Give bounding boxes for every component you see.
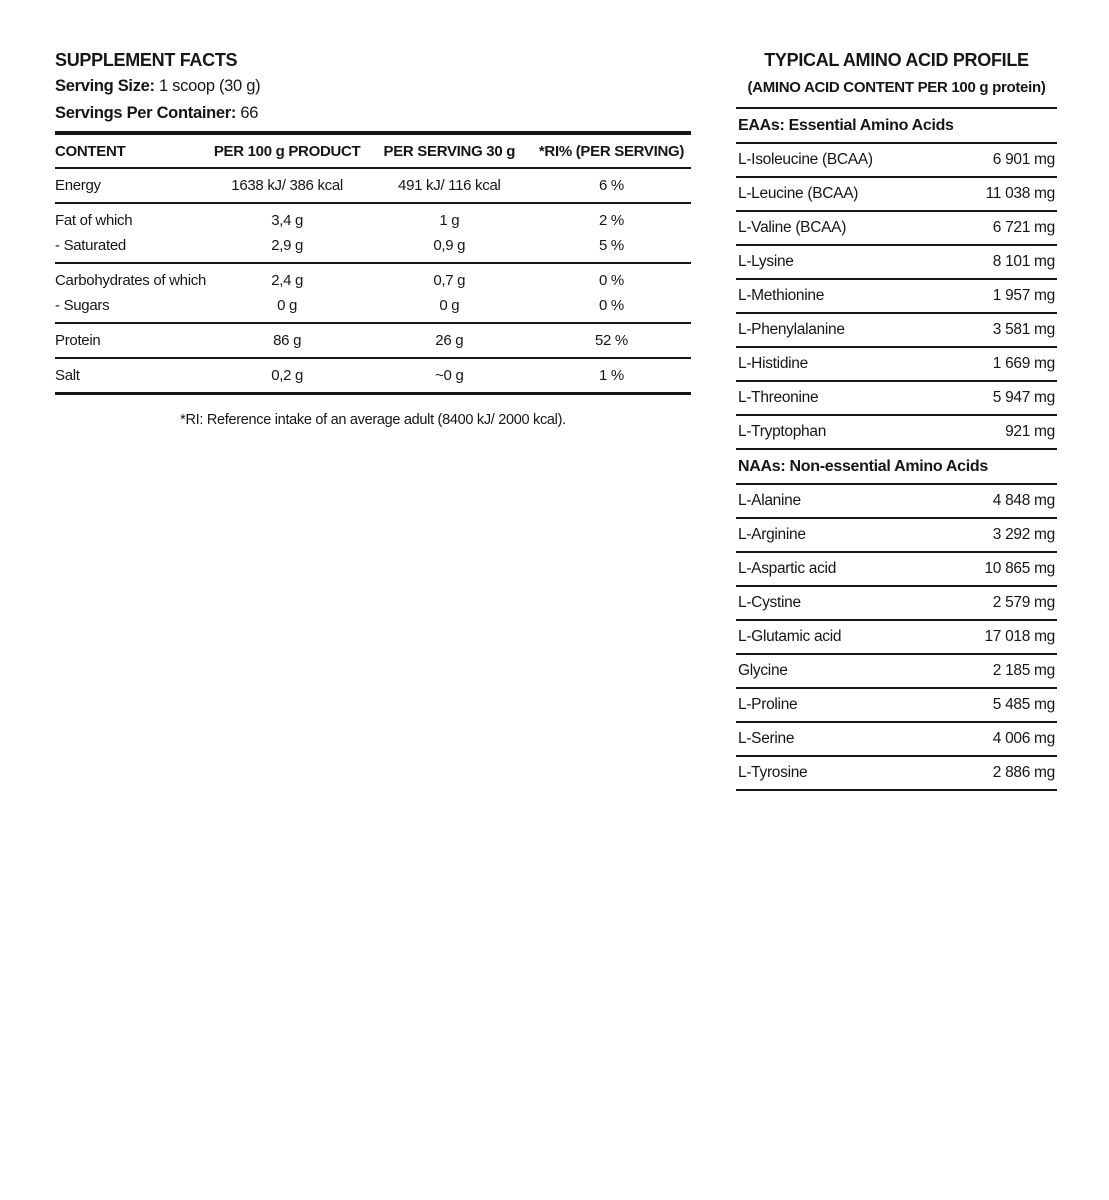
serving-size-value: 1 scoop (30 g) [159, 77, 261, 95]
amino-name: L-Tryptophan [738, 423, 827, 440]
row-label: Energy [55, 177, 101, 194]
amino-name: L-Histidine [738, 355, 808, 372]
amino-name: L-Lysine [738, 253, 794, 270]
amino-amount: 2 185 mg [992, 662, 1055, 679]
table-row [55, 268, 691, 293]
value-per-serving: 26 g [435, 332, 464, 349]
table-row-group [55, 359, 691, 395]
value-per-100g: 2,4 g [271, 272, 304, 289]
value-ri-percent: 2 % [599, 212, 624, 229]
amino-amount: 11 038 mg [985, 185, 1055, 202]
supplement-facts-title: SUPPLEMENT FACTS [55, 50, 238, 70]
amino-name: L-Threonine [738, 389, 819, 406]
amino-row [736, 587, 1057, 621]
amino-row [736, 348, 1057, 382]
amino-amount: 2 886 mg [992, 764, 1055, 781]
amino-name: L-Arginine [738, 526, 806, 543]
value-ri-percent: 6 % [599, 177, 624, 194]
table-row-group [55, 324, 691, 359]
value-ri-percent: 0 % [599, 272, 624, 289]
amino-amount: 2 579 mg [992, 594, 1055, 611]
column-header-ri-percent: *RI% (PER SERVING) [538, 143, 685, 160]
amino-row [736, 178, 1057, 212]
table-row [55, 293, 691, 318]
amino-row [736, 280, 1057, 314]
amino-name: L-Tyrosine [738, 764, 808, 781]
amino-name: L-Aspartic acid [738, 560, 837, 577]
table-row [55, 173, 691, 198]
table-row [55, 363, 691, 388]
amino-name: L-Phenylalanine [738, 321, 845, 338]
row-label: Salt [55, 367, 80, 384]
amino-amount: 5 485 mg [992, 696, 1055, 713]
servings-per-container-value: 66 [240, 104, 259, 122]
amino-amount: 921 mg [1005, 423, 1055, 440]
amino-acid-sections [736, 109, 1057, 791]
table-row [55, 233, 691, 258]
amino-row [736, 757, 1057, 791]
row-label: - Saturated [55, 237, 126, 254]
amino-amount: 8 101 mg [992, 253, 1055, 270]
amino-acid-panel [736, 48, 1057, 791]
value-ri-percent: 52 % [594, 332, 628, 349]
serving-size-label: Serving Size: [55, 77, 155, 95]
row-label: Protein [55, 332, 101, 349]
amino-row [736, 723, 1057, 757]
amino-row [736, 485, 1057, 519]
amino-section-heading: NAAs: Non-essential Amino Acids [736, 450, 1057, 485]
amino-amount: 1 957 mg [992, 287, 1055, 304]
amino-row [736, 519, 1057, 553]
amino-amount: 3 292 mg [992, 526, 1055, 543]
amino-name: L-Glutamic acid [738, 628, 842, 645]
amino-amount: 4 848 mg [992, 492, 1055, 509]
amino-name: L-Leucine (BCAA) [738, 185, 859, 202]
amino-amount: 10 865 mg [984, 560, 1055, 577]
amino-name: L-Alanine [738, 492, 801, 509]
value-per-serving: 0,7 g [433, 272, 466, 289]
amino-name: L-Methionine [738, 287, 825, 304]
value-ri-percent: 0 % [599, 297, 624, 314]
amino-name: L-Cystine [738, 594, 801, 611]
table-row [55, 328, 691, 353]
row-label: Fat of which [55, 212, 133, 229]
supplement-facts-panel [55, 48, 691, 430]
amino-row [736, 416, 1057, 450]
nutrition-table-header [55, 135, 691, 169]
amino-name: Glycine [738, 662, 788, 679]
amino-name: L-Isoleucine (BCAA) [738, 151, 873, 168]
value-per-serving: 0,9 g [433, 237, 466, 254]
amino-amount: 6 901 mg [992, 151, 1055, 168]
column-header-per-100g: PER 100 g PRODUCT [213, 143, 361, 160]
amino-amount: 3 581 mg [992, 321, 1055, 338]
amino-amount: 6 721 mg [992, 219, 1055, 236]
value-per-100g: 1638 kJ/ 386 kcal [231, 177, 343, 194]
table-row-group [55, 264, 691, 324]
amino-row [736, 382, 1057, 416]
nutrition-table-body [55, 169, 691, 395]
table-row [55, 208, 691, 233]
column-header-per-serving: PER SERVING 30 g [383, 143, 516, 160]
table-row-group [55, 169, 691, 204]
amino-name: L-Proline [738, 696, 798, 713]
value-per-serving: 1 g [439, 212, 460, 229]
amino-row [736, 553, 1057, 587]
amino-section-heading: EAAs: Essential Amino Acids [736, 109, 1057, 144]
value-per-serving: 491 kJ/ 116 kcal [398, 177, 501, 194]
value-per-100g: 0,2 g [271, 367, 304, 384]
amino-row [736, 655, 1057, 689]
amino-amount: 1 669 mg [992, 355, 1055, 372]
reference-intake-note: *RI: Reference intake of an average adult (8400 kJ/ 2000 kcal). [180, 412, 566, 428]
value-per-serving: ~0 g [435, 367, 464, 384]
value-per-100g: 3,4 g [271, 212, 304, 229]
amino-row [736, 246, 1057, 280]
value-ri-percent: 1 % [599, 367, 624, 384]
amino-amount: 4 006 mg [992, 730, 1055, 747]
value-per-100g: 0 g [277, 297, 298, 314]
value-per-100g: 86 g [273, 332, 302, 349]
nutrition-table [55, 131, 691, 395]
amino-amount: 5 947 mg [992, 389, 1055, 406]
amino-name: L-Serine [738, 730, 795, 747]
serving-size-line [55, 74, 691, 99]
amino-name: L-Valine (BCAA) [738, 219, 847, 236]
amino-row [736, 689, 1057, 723]
value-per-100g: 2,9 g [271, 237, 304, 254]
servings-per-container-line [55, 101, 691, 126]
amino-row [736, 144, 1057, 178]
table-row-group [55, 204, 691, 264]
amino-row [736, 621, 1057, 655]
value-per-serving: 0 g [439, 297, 460, 314]
row-label: Carbohydrates of which [55, 272, 206, 289]
amino-profile-title: TYPICAL AMINO ACID PROFILE [764, 50, 1029, 70]
column-header-content: CONTENT [55, 143, 126, 160]
amino-row [736, 314, 1057, 348]
amino-profile-subtitle: (AMINO ACID CONTENT PER 100 g protein) [736, 78, 1057, 109]
row-label: - Sugars [55, 297, 110, 314]
value-ri-percent: 5 % [599, 237, 624, 254]
amino-amount: 17 018 mg [984, 628, 1055, 645]
servings-per-container-label: Servings Per Container: [55, 104, 237, 122]
amino-row [736, 212, 1057, 246]
